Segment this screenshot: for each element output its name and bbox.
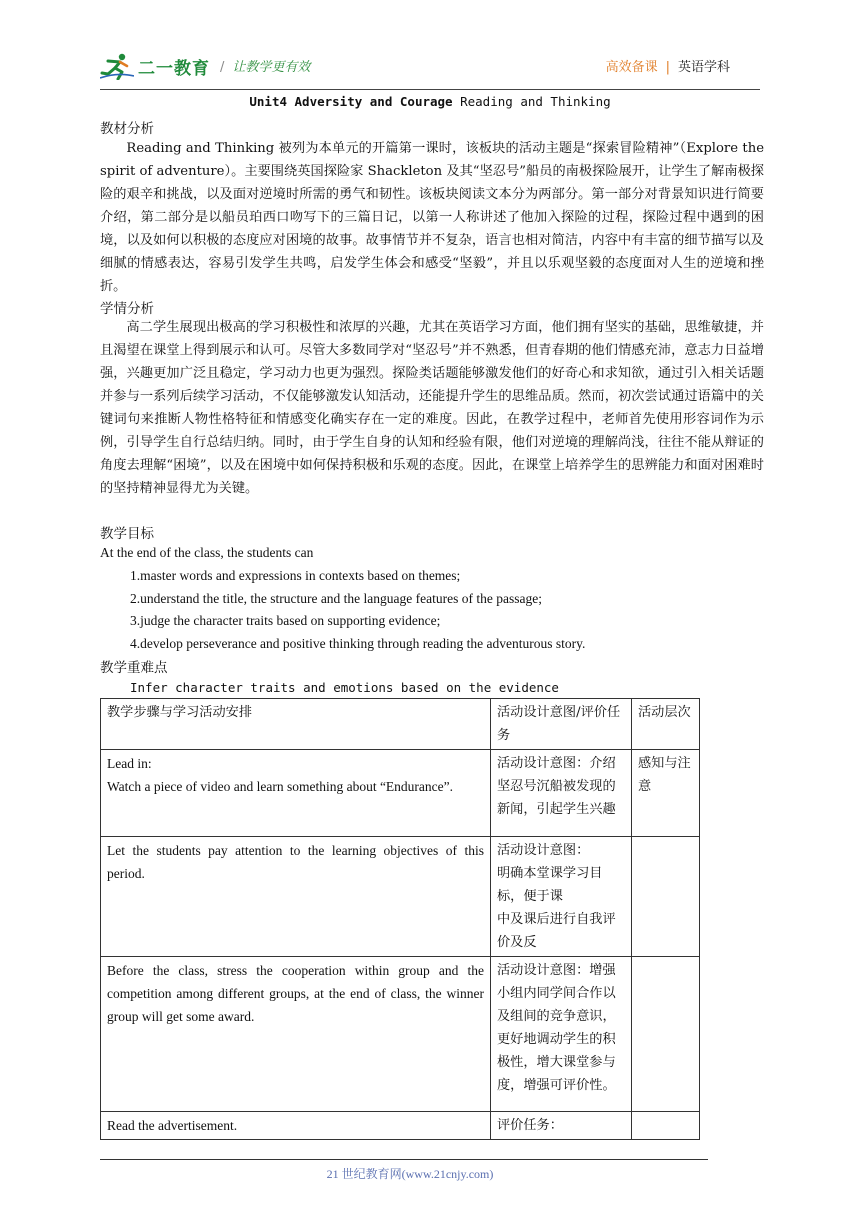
teaching-steps-table bbox=[100, 698, 700, 1140]
objective-item: 4.develop perseverance and positive thinking through reading the adventurous story. bbox=[130, 636, 586, 651]
section-text-keypoints: Infer character traits and emotions based on the evidence bbox=[130, 680, 559, 695]
slogan-text: 让教学更有效 bbox=[232, 60, 311, 75]
step-cell: Lead in: Watch a piece of video and learn something about “Endurance”. bbox=[101, 750, 491, 837]
level-cell bbox=[632, 1112, 700, 1140]
table-header: 活动层次 bbox=[632, 699, 700, 750]
intent-cell: 活动设计意图： 明确本堂课学习目标，便于课 中及课后进行自我评价及反 bbox=[491, 837, 632, 957]
intent-cell: 活动设计意图：介绍坚忍号沉船被发现的新闻，引起学生兴趣 bbox=[491, 750, 632, 837]
slash-divider: / bbox=[220, 60, 225, 75]
section-heading-objectives: 教学目标 bbox=[100, 526, 154, 542]
step-cell: Before the class, stress the cooperation within group and the competition among different groups, at the end of class, the winner group will get some award. bbox=[101, 957, 491, 1112]
table-header: 活动设计意图/评价任务 bbox=[491, 699, 632, 750]
objective-item: 3.judge the character traits based on supporting evidence; bbox=[130, 613, 441, 628]
runner-logo-icon bbox=[100, 52, 134, 80]
table-row bbox=[101, 750, 700, 837]
page-title bbox=[100, 94, 760, 109]
step-cell: Read the advertisement. bbox=[101, 1112, 491, 1140]
table-row bbox=[101, 1112, 700, 1140]
slogan bbox=[220, 56, 310, 75]
header-label-prep: 高效备课 bbox=[605, 60, 658, 75]
table-row bbox=[101, 837, 700, 957]
page-footer: 21 世纪教育网(www.21cnjy.com) bbox=[326, 1167, 494, 1181]
header-subject bbox=[606, 56, 730, 75]
title-section: Reading and Thinking bbox=[460, 94, 611, 109]
table-header-row bbox=[101, 699, 700, 750]
table-row bbox=[101, 957, 700, 1112]
footer-rule bbox=[100, 1159, 708, 1160]
header-rule bbox=[100, 89, 760, 90]
section-heading-students: 学情分析 bbox=[100, 301, 154, 317]
step-cell: Let the students pay attention to the learning objectives of this period. bbox=[101, 837, 491, 957]
objectives-intro: At the end of the class, the students can bbox=[100, 545, 314, 560]
table-header: 教学步骤与学习活动安排 bbox=[101, 699, 491, 750]
title-unit: Unit4 Adversity and Courage bbox=[249, 94, 453, 109]
logo bbox=[100, 50, 210, 82]
logo-text: 二一教育 bbox=[138, 58, 210, 79]
intent-cell: 活动设计意图：增强小组内同学间合作以及组间的竞争意识，更好地调动学生的积极性，增大课堂参与度，增强可评价性。 bbox=[491, 957, 632, 1112]
page-header bbox=[100, 44, 760, 90]
section-heading-keypoints: 教学重难点 bbox=[100, 660, 168, 676]
header-divider: | bbox=[665, 60, 670, 75]
level-cell: 感知与注意 bbox=[632, 750, 700, 837]
level-cell bbox=[632, 957, 700, 1112]
section-text-students: 高二学生展现出极高的学习积极性和浓厚的兴趣，尤其在英语学习方面，他们拥有坚实的基础，思维敏捷，并且渴望在课堂上得到展示和认可。尽管大多数同学对“坚忍号”并不熟悉，但青春期的他们情感充沛，意志力日益增强，兴趣更加广泛且稳定，学习动力也更为强烈。探险类话题能够激发他们的好奇心和求知欲，通过引入相关话题并参与一系列后续学习活动，不仅能够激发认知活动，还能提升学生的思维品质。然而，初次尝试通过语篇中的关键词句来推断人物性格特征和情感变化确实存在一定的难度。因此，在教学过程中，老师首先使用形容词作为示例，引导学生自行总结归纳。同时，由于学生自身的认知和经验有限，他们对逆境的理解尚浅，往往不能从辩证的角度去理解“困境”，以及在困境中如何保持积极和乐观的态度。因此，在课堂上培养学生的思辨能力和面对困难时的坚持精神显得尤为关键。 bbox=[100, 320, 764, 496]
intent-cell: 评价任务： bbox=[491, 1112, 632, 1140]
objective-item: 2.understand the title, the structure and the language features of the passage; bbox=[130, 591, 542, 606]
section-heading-material: 教材分析 bbox=[100, 121, 154, 137]
section-text-material: Reading and Thinking 被列为本单元的开篇第一课时，该板块的活动主题是“探索冒险精神”（Explore the spirit of adventure）。主要围绕英国探险家 Shackleton 及其“坚忍号”船员的南极探险展开，让学生了解南极探险的艰辛和挑战，以及面对逆境时所需的勇气和韧性。该板块阅读文本分为两部分。第一部分对背景知识进行简要介绍，第二部分是以船员珀西口吻写下的三篇日记，以第一人称讲述了他加入探险的过程，探险过程中遇到的困境，以及如何以积极的态度应对困境的故事。故事情节并不复杂，语言也相对简洁，内容中有丰富的细节描写以及细腻的情感表达，容易引发学生共鸣，启发学生体会和感受“坚毅”，并且以乐观坚毅的态度面对人生的逆境和挫折。 bbox=[100, 141, 764, 294]
level-cell bbox=[632, 837, 700, 957]
header-label-subject: 英语学科 bbox=[677, 60, 730, 75]
objective-item: 1.master words and expressions in contexts based on themes; bbox=[130, 568, 461, 583]
